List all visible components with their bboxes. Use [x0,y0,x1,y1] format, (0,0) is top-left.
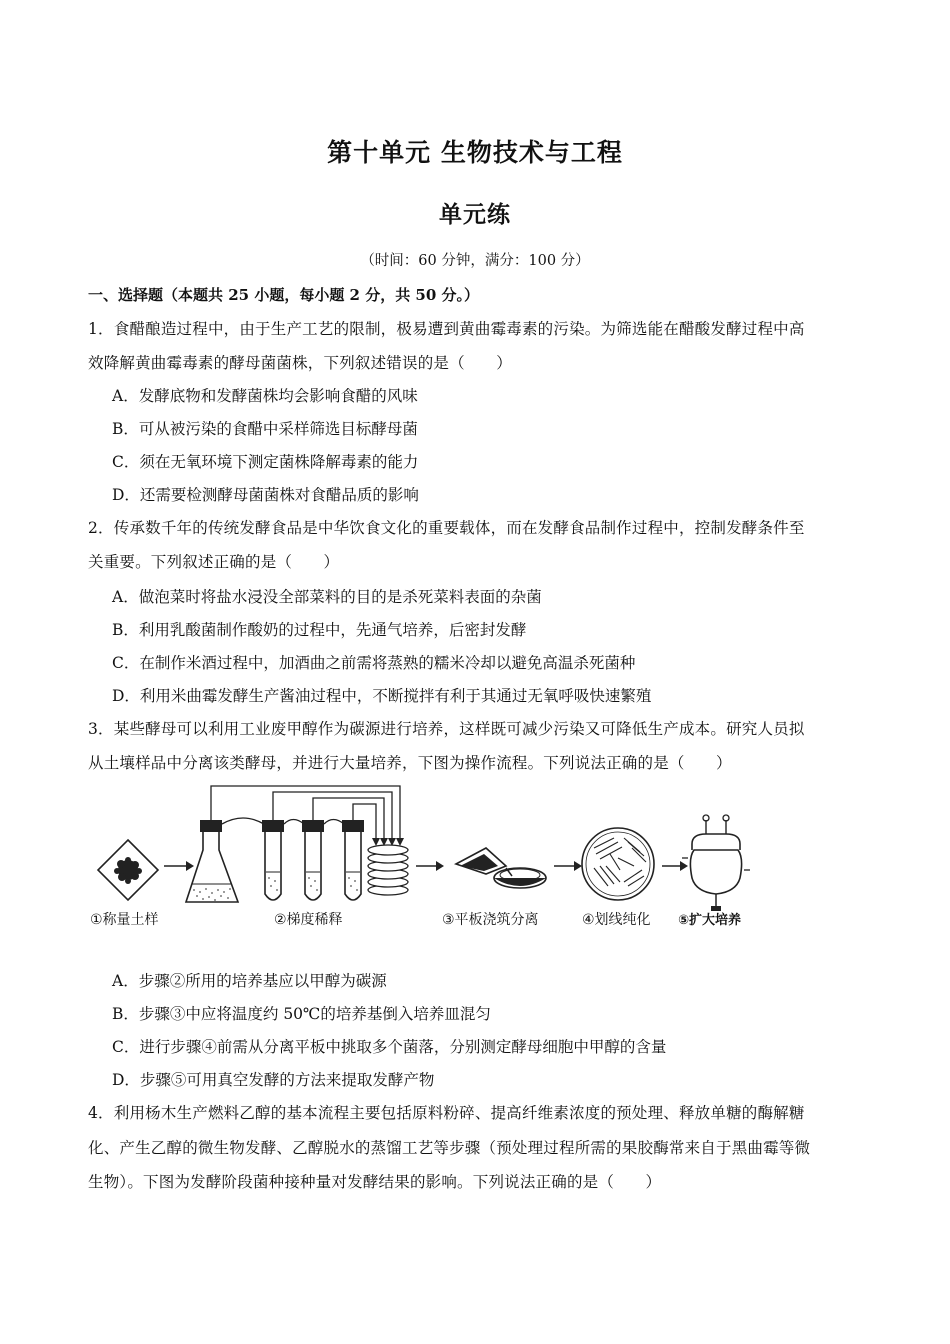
question-2-line-1: 2．传承数千年的传统发酵食品是中华饮食文化的重要载体，而在发酵食品制作过程中，控制发酵条件至 [88,519,805,537]
pouring-plate-icon [456,848,546,888]
question-1-line-2: 效降解黄曲霉毒素的酵母菌菌株，下列叙述错误的是（ ） [88,354,512,372]
question-1-option-a: A．发酵底物和发酵菌株均会影响食醋的风味 [112,387,418,405]
question-4-line-3: 生物）。下图为发酵阶段菌种接种量对发酵结果的影响。下列说法正确的是（ ） [88,1173,662,1191]
question-1-option-c: C．须在无氧环境下测定菌株降解毒素的能力 [112,453,419,471]
process-flow-figure [88,782,768,942]
question-3-option-b: B．步骤③中应将温度约 50℃的培养基倒入培养皿混匀 [112,1005,491,1023]
question-3-line-2: 从土壤样品中分离该类酵母，并进行大量培养，下图为操作流程。下列说法正确的是（ ） [88,754,732,772]
question-2-option-b: B．利用乳酸菌制作酸奶的过程中，先通气培养，后密封发酵 [112,621,527,639]
question-4-line-1: 4．利用杨木生产燃料乙醇的基本流程主要包括原料粉碎、提高纤维素浓度的预处理、释放单糖的酶解糖 [88,1104,805,1122]
figure-label-2: ②梯度稀释 [274,912,343,928]
petri-dish-stack-icon [368,845,408,895]
question-2-option-a: A．做泡菜时将盐水浸没全部菜料的目的是杀死菜料表面的杂菌 [112,588,542,606]
page-subtitle: 单元练 [439,202,511,228]
question-3-option-d: D．步骤⑤可用真空发酵的方法来提取发酵产物 [112,1071,435,1089]
question-1-line-1: 1．食醋酿造过程中，由于生产工艺的限制，极易遭到黄曲霉毒素的污染。为筛选能在醋酸发酵过程中高 [88,320,805,338]
question-2-option-d: D．利用米曲霉发酵生产酱油过程中，不断搅拌有利于其通过无氧呼吸快速繁殖 [112,687,652,705]
arrow-icon [416,861,444,871]
fermenter-icon [682,815,750,911]
arrow-icon [662,861,688,871]
figure-label-5: ⑤扩大培养 [678,913,742,928]
question-3-option-c: C．进行步骤④前需从分离平板中挑取多个菌落，分别测定酵母细胞中甲醇的含量 [112,1038,667,1056]
question-2-option-c: C．在制作米酒过程中，加酒曲之前需将蒸熟的糯米冷却以避免高温杀死菌种 [112,654,636,672]
figure-label-3: ③平板浇筑分离 [442,912,539,928]
question-3-option-a: A．步骤②所用的培养基应以甲醇为碳源 [112,972,387,990]
flask-icon [186,820,238,902]
test-tube-icon [302,820,324,900]
question-1-option-d: D．还需要检测酵母菌菌株对食醋品质的影响 [112,486,419,504]
exam-meta: （时间：60 分钟，满分：100 分） [360,253,590,269]
arrow-icon [554,861,582,871]
page-title: 第十单元 生物技术与工程 [327,138,623,167]
question-4-line-2: 化、产生乙醇的微生物发酵、乙醇脱水的蒸馏工艺等步骤（预处理过程所需的果胶酶常来自于黑曲霉等微 [88,1139,811,1157]
question-2-line-2: 关重要。下列叙述正确的是（ ） [88,553,340,571]
arrow-icon [164,861,194,871]
figure-label-1: ①称量土样 [90,912,159,928]
figure-label-4: ④划线纯化 [582,912,651,928]
question-3-line-1: 3．某些酵母可以利用工业废甲醇作为碳源进行培养，这样既可减少污染又可降低生产成本。研究人员拟 [88,720,805,738]
question-1-option-b: B．可从被污染的食醋中采样筛选目标酵母菌 [112,420,418,438]
test-tube-icon [342,820,364,900]
streak-plate-icon [582,828,654,900]
section-heading: 一、选择题（本题共 25 小题，每小题 2 分，共 50 分。） [88,286,480,304]
test-tube-icon [262,820,284,900]
soil-sample-icon [98,840,158,900]
